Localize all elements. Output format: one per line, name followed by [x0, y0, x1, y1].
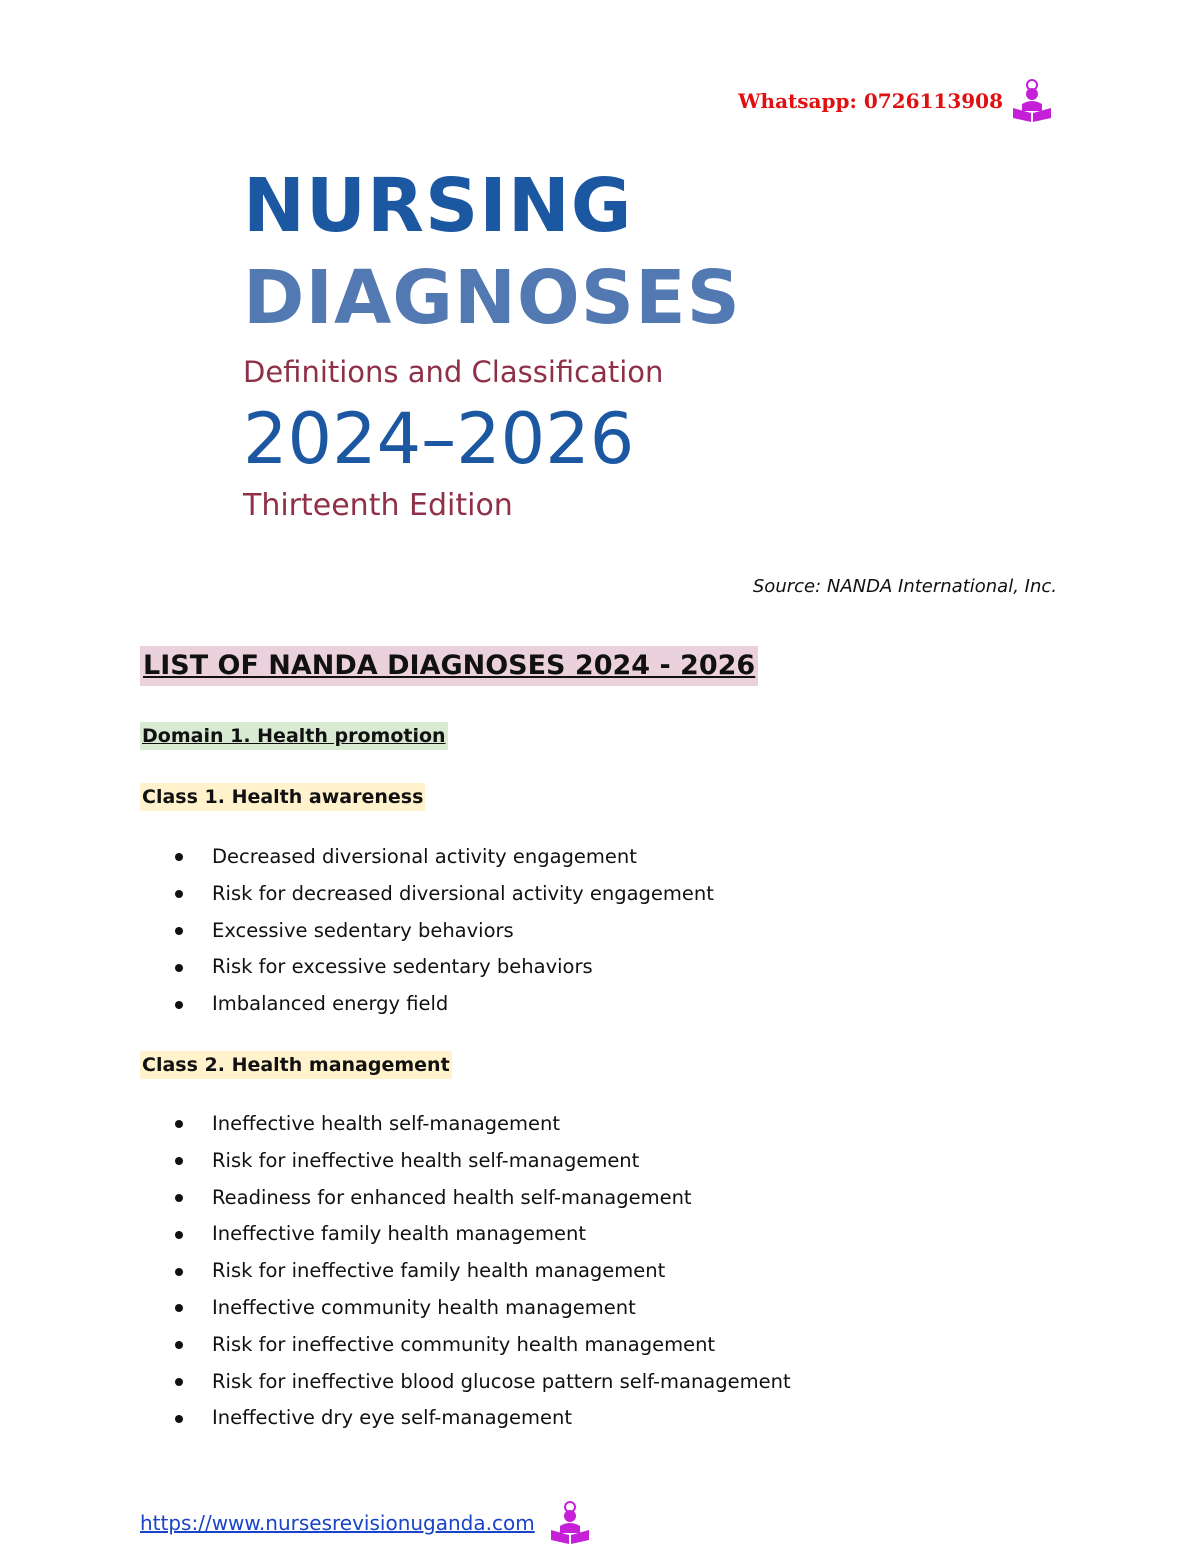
- list-item: [175, 1216, 791, 1253]
- bullet-icon: [175, 964, 183, 972]
- bullet-icon: [175, 1231, 183, 1239]
- bullet-icon: [175, 1304, 183, 1312]
- page-title: LIST OF NANDA DIAGNOSES 2024 - 2026: [140, 646, 758, 686]
- book-cover: [243, 160, 843, 528]
- list-item: [175, 986, 714, 1023]
- list-item: [175, 949, 714, 986]
- diagnosis-text: Risk for ineffective blood glucose pattern self-management: [212, 1369, 791, 1393]
- list-item: [175, 876, 714, 913]
- list-item: [175, 913, 714, 950]
- diagnosis-text: Ineffective community health management: [212, 1295, 636, 1319]
- diagnosis-text: Risk for ineffective community health management: [212, 1332, 716, 1356]
- website-link[interactable]: https://www.nursesrevisionuganda.com: [140, 1511, 535, 1535]
- reader-icon: [547, 1500, 593, 1546]
- diagnosis-list-health-awareness: [175, 839, 714, 1023]
- cover-years: 2024–2026: [243, 398, 635, 480]
- diagnosis-text: Decreased diversional activity engagement: [212, 845, 637, 868]
- list-item: [175, 1290, 791, 1327]
- diagnosis-text: Risk for ineffective family health management: [212, 1259, 666, 1283]
- list-item: [175, 1106, 791, 1143]
- whatsapp-number[interactable]: Whatsapp: 0726113908: [738, 89, 1003, 113]
- list-item: [175, 1364, 791, 1401]
- class-heading-health-awareness: Class 1. Health awareness: [140, 783, 425, 811]
- bullet-icon: [175, 1157, 183, 1165]
- list-item: [175, 1180, 791, 1217]
- diagnosis-text: Readiness for enhanced health self-management: [212, 1185, 692, 1209]
- cover-subtitle: Definitions and Classification: [243, 355, 664, 389]
- bullet-icon: [175, 1378, 183, 1386]
- bullet-icon: [175, 1268, 183, 1276]
- list-item: [175, 1143, 791, 1180]
- diagnosis-text: Imbalanced energy field: [212, 992, 449, 1016]
- bullet-icon: [175, 1001, 183, 1009]
- diagnosis-text: Risk for ineffective health self-management: [212, 1148, 640, 1172]
- source-caption: Source: NANDA International, Inc.: [752, 576, 1057, 597]
- diagnosis-list-health-management: [175, 1106, 791, 1437]
- cover-title-diagnoses: DIAGNOSES: [243, 255, 741, 341]
- class-heading-health-management: Class 2. Health management: [140, 1051, 452, 1079]
- bullet-icon: [175, 853, 183, 861]
- bullet-icon: [175, 927, 183, 935]
- diagnosis-text: Ineffective family health management: [212, 1222, 586, 1246]
- footer: [140, 1500, 593, 1546]
- reader-icon: [1009, 78, 1055, 124]
- cover-edition: Thirteenth Edition: [243, 488, 513, 523]
- diagnosis-text: Ineffective dry eye self-management: [212, 1406, 572, 1430]
- cover-title-nursing: NURSING: [243, 163, 633, 249]
- list-item: [175, 839, 714, 876]
- bullet-icon: [175, 1341, 183, 1349]
- bullet-icon: [175, 1194, 183, 1202]
- bullet-icon: [175, 1415, 183, 1423]
- diagnosis-text: Ineffective health self-management: [212, 1112, 561, 1135]
- bullet-icon: [175, 1120, 183, 1128]
- bullet-icon: [175, 890, 183, 898]
- list-item: [175, 1400, 791, 1437]
- diagnosis-text: Risk for decreased diversional activity engagement: [212, 881, 714, 905]
- domain-heading: Domain 1. Health promotion: [140, 722, 448, 750]
- diagnosis-text: Excessive sedentary behaviors: [212, 918, 514, 942]
- header-contact: [738, 78, 1055, 124]
- list-item: [175, 1253, 791, 1290]
- diagnosis-text: Risk for excessive sedentary behaviors: [212, 955, 593, 979]
- list-item: [175, 1327, 791, 1364]
